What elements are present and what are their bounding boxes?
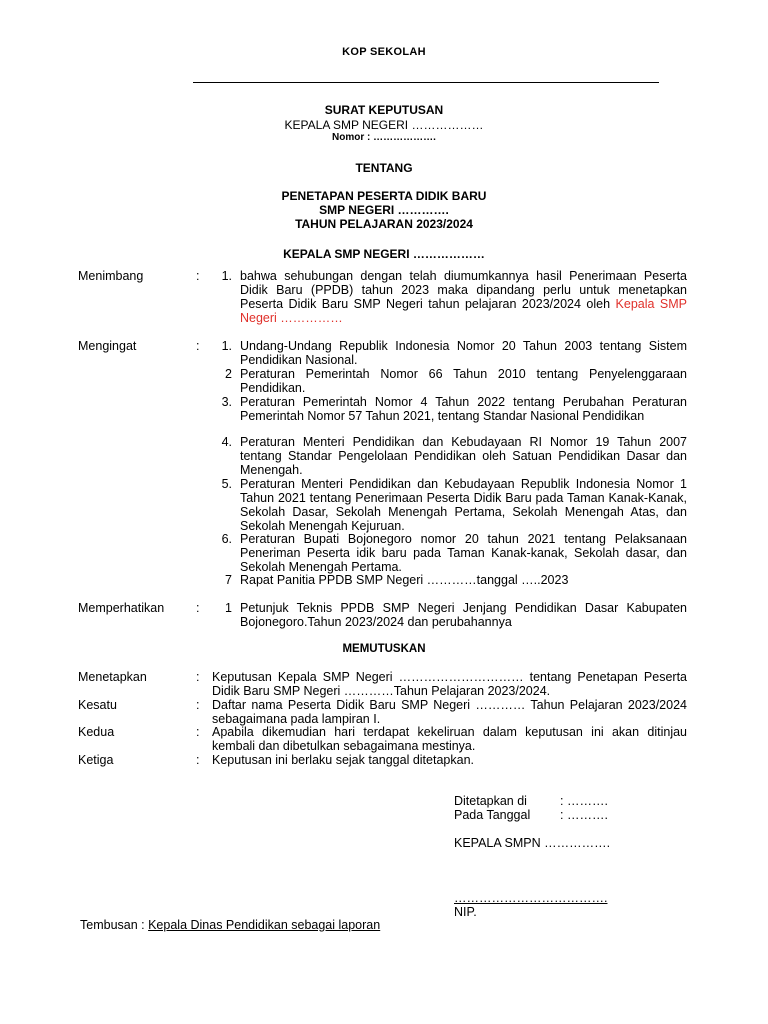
mengingat-item-text: Undang-Undang Republik Indonesia Nomor 20 Tahun 2003 tentang Sistem Pendidikan Nasional. (240, 339, 687, 367)
decision-colon: : (196, 753, 200, 767)
mengingat-item-number: 4. (221, 435, 232, 449)
menimbang-item-text: bahwa sehubungan dengan telah diumumkannya hasil Penerimaan Peserta Didik Baru (PPDB) tahun 2023 maka dipandang perlu untuk menetapkan Peserta Didik Baru SMP Negeri tahun pelajaran 2023/2024 oleh Kepala SMP Negeri …………… (240, 269, 687, 325)
mengingat-item-text: Peraturan Pemerintah Nomor 66 Tahun 2010 tentang Penyelenggaraan Pendidikan. (240, 367, 687, 395)
memperhatikan-label: Memperhatikan (78, 601, 165, 615)
mengingat-item-number: 3. (221, 395, 232, 409)
mengingat-item-text: Rapat Panitia PPDB SMP Negeri …………tanggal …..2023 (240, 573, 569, 587)
memutuskan-heading: MEMUTUSKAN (342, 643, 426, 655)
decision-text: Keputusan Kepala SMP Negeri ………………………… tentang Penetapan Peserta Didik Baru SMP Negeri …………Tahun Pelajaran 2023/2024. (212, 670, 687, 698)
tembusan (80, 918, 380, 932)
menimbang-highlight: Kepala SMP Negeri …………… (240, 297, 687, 325)
menimbang-label: Menimbang (78, 269, 144, 283)
ditetapkan-label: Ditetapkan di (454, 794, 527, 808)
mengingat-colon: : (196, 339, 200, 353)
decision-text: Keputusan ini berlaku sejak tanggal ditetapkan. (212, 753, 474, 767)
decision-colon: : (196, 670, 200, 684)
mengingat-item-text: Peraturan Menteri Pendidikan dan Kebudayaan Republik Indonesia Nomor 1 Tahun 2021 tentang Penerimaan Peserta Didik Baru pada Taman Kanak-Kanak, Sekolah Dasar, Sekolah Menengah Pertama, Sekolah Menengah Atas, dan Sekolah Menengah Kejuruan. (240, 477, 687, 533)
mengingat-item-number: 5. (221, 477, 232, 491)
penetapan-line-3: TAHUN PELAJARAN 2023/2024 (295, 217, 473, 231)
document-subtitle: KEPALA SMP NEGERI ……………… (284, 118, 484, 132)
decision-label: Kedua (78, 725, 115, 739)
tembusan-label: Tembusan : (80, 918, 149, 932)
memperhatikan-item-text: Petunjuk Teknis PPDB SMP Negeri Jenjang Pendidikan Dasar Kabupaten Bojonegoro.Tahun 2023/2024 dan perubahannya (240, 601, 687, 629)
mengingat-item-text: Peraturan Menteri Pendidikan dan Kebudayaan RI Nomor 19 Tahun 2007 tentang Standar Pengelolaan Pendidikan oleh Satuan Pendidikan Dasar dan Menengah. (240, 435, 687, 477)
tanggal-value: : ………. (560, 808, 608, 822)
tentang-heading: TENTANG (355, 161, 413, 175)
signatory-title: KEPALA SMPN ……………. (454, 836, 611, 850)
mengingat-item-number: 2 (225, 367, 232, 381)
tembusan-recipient: Kepala Dinas Pendidikan sebagai laporan (148, 918, 381, 932)
decision-label: Kesatu (78, 698, 117, 712)
document-number: Nomor : ………………. (332, 132, 436, 143)
decision-label: Menetapkan (78, 670, 147, 684)
kepala-heading: KEPALA SMP NEGERI ……………… (283, 247, 485, 261)
menimbang-item-number: 1. (221, 269, 232, 283)
mengingat-item-number: 7 (225, 573, 232, 587)
signatory-nip: NIP. (454, 905, 477, 919)
memperhatikan-item-number: 1 (225, 601, 232, 615)
menimbang-colon: : (196, 269, 200, 283)
signatory-name-line: ………………………………. (454, 891, 608, 905)
penetapan-line-2: SMP NEGERI …………. (319, 203, 449, 217)
ditetapkan-value: : ………. (560, 794, 608, 808)
penetapan-line-1: PENETAPAN PESERTA DIDIK BARU (281, 189, 487, 203)
mengingat-item-text: Peraturan Pemerintah Nomor 4 Tahun 2022 tentang Perubahan Peraturan Pemerintah Nomor 57 Tahun 2021, tentang Standar Nasional Pendidikan (240, 395, 687, 423)
kop-sekolah: KOP SEKOLAH (342, 46, 426, 58)
decision-colon: : (196, 698, 200, 712)
mengingat-label: Mengingat (78, 339, 137, 353)
mengingat-item-text: Peraturan Bupati Bojonegoro nomor 20 tahun 2021 tentang Pelaksanaan Peneriman Peserta idik baru pada Taman Kanak-kanak, Sekolah dasar, dan Sekolah Menengah Pertama. (240, 532, 687, 574)
mengingat-item-number: 6. (221, 532, 232, 546)
decision-text: Apabila dikemudian hari terdapat kekeliruan dalam keputusan ini akan ditinjau kembali dan dibetulkan sebagaimana mestinya. (212, 725, 687, 753)
decision-colon: : (196, 725, 200, 739)
mengingat-item-number: 1. (221, 339, 232, 353)
document-title: SURAT KEPUTUSAN (324, 103, 444, 117)
decision-text: Daftar nama Peserta Didik Baru SMP Negeri ………… Tahun Pelajaran 2023/2024 sebagaimana pada lampiran I. (212, 698, 687, 726)
memperhatikan-colon: : (196, 601, 200, 615)
decision-label: Ketiga (78, 753, 114, 767)
tanggal-label: Pada Tanggal (454, 808, 531, 822)
header-rule (193, 82, 659, 83)
